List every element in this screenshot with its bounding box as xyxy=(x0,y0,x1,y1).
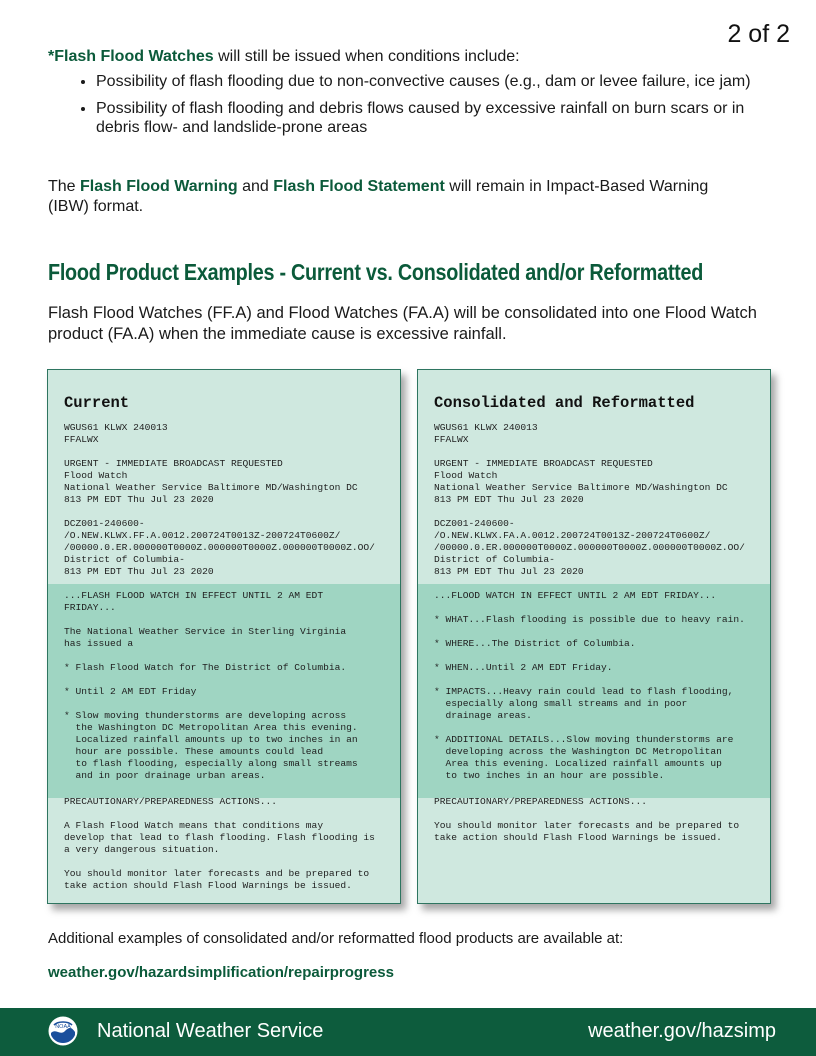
actions-text: A Flash Flood Watch means that conditions may develop that lead to flash flooding. Flash flooding is a very dangerous situation. xyxy=(64,820,375,855)
consolidated-product-panel xyxy=(417,369,771,904)
actions-heading: PRECAUTIONARY/PREPAREDNESS ACTIONS... xyxy=(64,796,278,807)
page-number: 2 of 2 xyxy=(727,20,790,48)
ibw-statement xyxy=(48,177,748,217)
broadcast-lines: URGENT - IMMEDIATE BROADCAST REQUESTED Flood Watch National Weather Service Baltimore MD/Washington DC 813 PM EDT Thu Jul 23 2020 xyxy=(64,458,358,505)
panel-title: Current xyxy=(64,394,130,412)
vtec-lines: DCZ001-240600- /O.NEW.KLWX.FA.A.0012.200724T0013Z-200724T0600Z/ /00000.0.ER.000000T0000Z.000000T0000Z.000000T0000Z.OO/ District of Columbia- 813 PM EDT Thu Jul 23 2020 xyxy=(434,518,745,577)
flash-flood-watches-term: *Flash Flood Watches xyxy=(48,48,214,65)
bullet-details: * Slow moving thunderstorms are developing across the Washington DC Metropolitan Area this evening. Localized rainfall amounts up to two inches in an hour are possible. These amounts could lead to flash flooding, especially along small streams and in poor drainage urban areas. xyxy=(64,710,358,781)
actions-text: You should monitor later forecasts and be prepared to take action should Flash Flood Warnings be issued. xyxy=(434,820,740,843)
conditions-lead-text: will still be issued when conditions include: xyxy=(213,48,520,65)
flash-flood-watch-conditions xyxy=(48,47,778,145)
panel-title: Consolidated and Reformatted xyxy=(434,394,695,412)
ibw-text-1: The xyxy=(48,178,81,195)
vtec-lines: DCZ001-240600- /O.NEW.KLWX.FF.A.0012.200724T0013Z-200724T0600Z/ /00000.0.ER.000000T0000Z.000000T0000Z.000000T0000Z.OO/ District of Columbia- 813 PM EDT Thu Jul 23 2020 xyxy=(64,518,375,577)
flash-flood-warning-term: Flash Flood Warning xyxy=(80,178,238,195)
logo-text: NOAA xyxy=(55,1024,71,1030)
product-id-lines: WGUS61 KLWX 240013 FFALWX xyxy=(64,422,168,445)
footer-url-link[interactable]: weather.gov/hazsimp xyxy=(588,1020,776,1042)
bullet-time: * Until 2 AM EDT Friday xyxy=(64,686,197,697)
panel-header-section xyxy=(418,412,770,578)
conditions-list xyxy=(48,72,778,137)
panel-highlight-section xyxy=(418,584,770,798)
organization-name: National Weather Service xyxy=(97,1020,324,1042)
current-product-panel xyxy=(47,369,401,904)
bullet-impacts: * IMPACTS...Heavy rain could lead to flash flooding, especially along small streams and in poor drainage areas. xyxy=(434,686,734,721)
bullet-what: * WHAT...Flash flooding is possible due to heavy rain. xyxy=(434,614,745,625)
panel-header-section xyxy=(48,412,400,578)
panel-actions-section xyxy=(48,792,400,908)
issuance-text: The National Weather Service in Sterling Virginia has issued a xyxy=(64,626,347,649)
flash-flood-statement-term: Flash Flood Statement xyxy=(273,178,445,195)
condition-item: • Possibility of flash flooding due to non-convective causes (e.g., dam or levee failure, ice jam) xyxy=(96,72,778,91)
actions-text: You should monitor later forecasts and be prepared to take action should Flash Flood Warnings be issued. xyxy=(64,868,370,891)
panel-actions-section xyxy=(418,792,770,860)
ibw-text-2: and xyxy=(237,178,274,195)
conditions-lead xyxy=(48,47,778,66)
additional-examples-note: Additional examples of consolidated and/or reformatted flood products are available at: xyxy=(48,930,624,947)
noaa-logo-icon xyxy=(48,1016,78,1046)
bullet-where: * WHERE...The District of Columbia. xyxy=(434,638,636,649)
bullet-additional-details: * ADDITIONAL DETAILS...Slow moving thunderstorms are developing across the Washington DC Metropolitan Area this evening. Localized rainfall amounts up to two inches in an hour are possible. xyxy=(434,734,734,781)
footer-bar xyxy=(0,1008,816,1056)
bullet-location: * Flash Flood Watch for The District of Columbia. xyxy=(64,662,347,673)
section-description: Flash Flood Watches (FF.A) and Flood Watches (FA.A) will be consolidated into one Flood Watch product (FA.A) when the immediate cause is excessive rainfall. xyxy=(48,304,757,343)
actions-heading: PRECAUTIONARY/PREPAREDNESS ACTIONS... xyxy=(434,796,648,807)
headline: ...FLOOD WATCH IN EFFECT UNTIL 2 AM EDT FRIDAY... xyxy=(434,590,717,601)
ibw-text-3: will remain in Impact-Based Warning (IBW) format. xyxy=(48,178,709,215)
product-id-lines: WGUS61 KLWX 240013 FFALWX xyxy=(434,422,538,445)
condition-item: • Possibility of flash flooding and debris flows caused by excessive rainfall on burn scars or in debris flow- and landslide-prone areas xyxy=(96,99,778,137)
headline: ...FLASH FLOOD WATCH IN EFFECT UNTIL 2 AM EDT FRIDAY... xyxy=(64,590,324,613)
repair-progress-link[interactable]: weather.gov/hazardsimplification/repairprogress xyxy=(48,964,394,981)
bullet-when: * WHEN...Until 2 AM EDT Friday. xyxy=(434,662,613,673)
section-heading: Flood Product Examples - Current vs. Consolidated and/or Reformatted xyxy=(48,259,704,285)
broadcast-lines: URGENT - IMMEDIATE BROADCAST REQUESTED Flood Watch National Weather Service Baltimore MD/Washington DC 813 PM EDT Thu Jul 23 2020 xyxy=(434,458,728,505)
panel-highlight-section xyxy=(48,584,400,798)
